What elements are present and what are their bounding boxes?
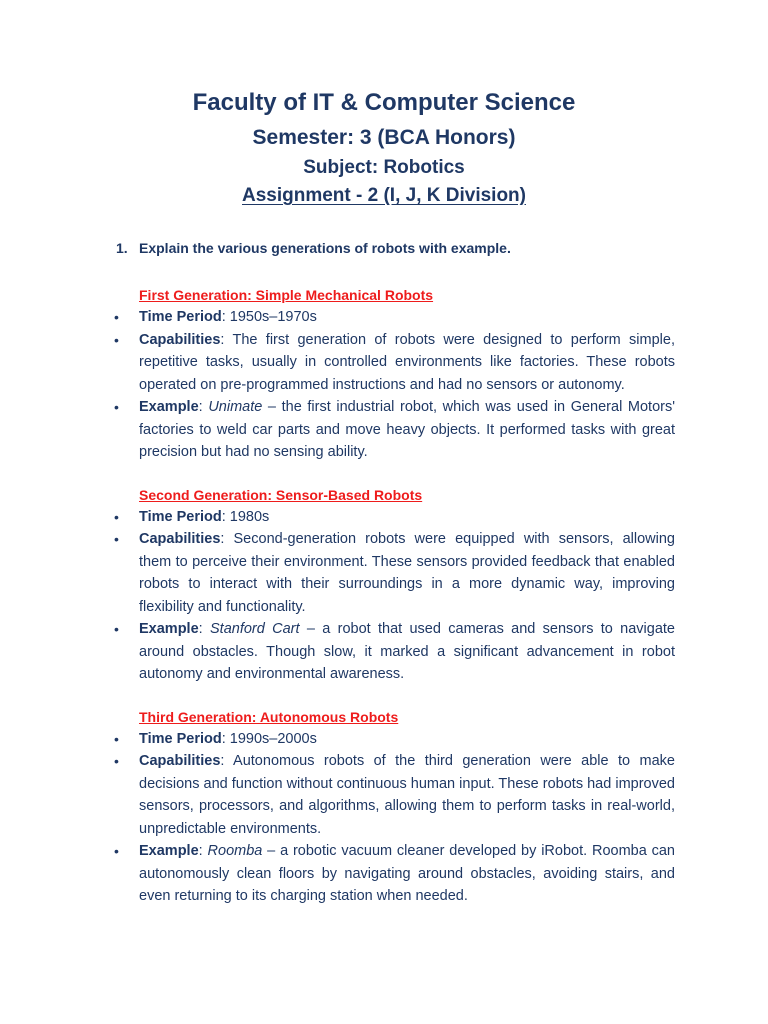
bullet-example — [113, 618, 675, 686]
bullet-icon: • — [114, 843, 119, 859]
question-1 — [116, 240, 511, 256]
bullet-time-period — [113, 506, 675, 529]
example-name: Roomba — [207, 843, 263, 859]
bullet-icon: • — [114, 309, 119, 325]
bullet-icon: • — [114, 531, 119, 547]
bullet-icon: • — [114, 508, 119, 525]
bullet-icon: • — [114, 331, 119, 348]
assignment-title: Assignment - 2 (I, J, K Division) — [242, 185, 526, 206]
generation-section-1 — [113, 284, 675, 464]
semester-title: Semester: 3 (BCA Honors) — [252, 126, 516, 149]
section-title: Second Generation: Sensor-Based Robots — [139, 486, 423, 503]
time-period-label: Time Period — [139, 730, 222, 747]
time-period-value: : 1980s — [221, 508, 270, 525]
generation-section-2 — [113, 484, 675, 686]
example-colon: : — [198, 621, 211, 637]
bullet-list — [113, 506, 675, 686]
subject-title: Subject: Robotics — [303, 157, 465, 178]
capabilities-label: Capabilities — [139, 531, 221, 547]
bullet-time-period — [113, 728, 675, 751]
example-colon: : — [198, 843, 208, 859]
example-label: Example — [139, 621, 199, 637]
capabilities-text: : Autonomous robots of the third generation were able to make decisions and function without continuous human input. These robots had improved sensors, processors, and algorithms, allowing them to perform tasks in real-world, unpredictable environments. — [139, 753, 675, 837]
bullet-capabilities — [113, 528, 675, 618]
capabilities-text: : Second-generation robots were equipped with sensors, allowing them to perceive their environment. These sensors provided feedback that enabled robots to interact with their surroundings in a more dynamic way, improving flexibility and functionality. — [139, 531, 675, 615]
bullet-icon: • — [114, 753, 119, 769]
example-label: Example — [139, 843, 199, 859]
generation-section-3 — [113, 706, 675, 908]
answer-content — [113, 284, 675, 928]
capabilities-label: Capabilities — [139, 753, 221, 769]
bullet-capabilities — [113, 329, 675, 397]
section-title: Third Generation: Autonomous Robots — [139, 708, 399, 725]
faculty-title: Faculty of IT & Computer Science — [192, 89, 576, 116]
section-title: First Generation: Simple Mechanical Robots — [139, 287, 434, 303]
bullet-time-period — [113, 306, 675, 329]
time-period-value: : 1990s–2000s — [221, 730, 317, 747]
bullet-icon: • — [114, 621, 119, 637]
bullet-list — [113, 306, 675, 464]
question-text: Explain the various generations of robots with example. — [139, 240, 511, 256]
example-name: Stanford Cart — [210, 621, 300, 637]
example-text: – a robotic vacuum cleaner developed by iRobot. Roomba can autonomously clean floors by navigating around obstacles, avoiding stairs, and even returning to its charging station when needed. — [139, 843, 675, 904]
bullet-icon: • — [114, 399, 119, 415]
capabilities-label: Capabilities — [139, 331, 221, 348]
example-text: – a robot that used cameras and sensors to navigate around obstacles. Though slow, it marked a significant advancement in robot autonomy and environmental awareness. — [139, 621, 675, 682]
capabilities-text: : The first generation of robots were designed to perform simple, repetitive tasks, usually in controlled environments like factories. These robots operated on pre-programmed instructions and had no sensors or autonomy. — [139, 331, 675, 393]
example-text: – the first industrial robot, which was used in General Motors' factories to weld car parts and move heavy objects. It performed tasks with great precision but had no sensing ability. — [139, 399, 675, 460]
bullet-list — [113, 728, 675, 908]
example-colon: : — [198, 399, 209, 415]
time-period-label: Time Period — [139, 508, 222, 525]
example-label: Example — [139, 399, 199, 415]
bullet-capabilities — [113, 750, 675, 840]
question-number: 1. — [116, 240, 128, 256]
bullet-example — [113, 840, 675, 908]
bullet-example — [113, 396, 675, 464]
example-name: Unimate — [208, 399, 263, 415]
assignment-heading — [0, 185, 768, 207]
bullet-icon: • — [114, 730, 119, 747]
time-period-label: Time Period — [139, 309, 222, 325]
time-period-value: : 1950s–1970s — [221, 309, 317, 325]
